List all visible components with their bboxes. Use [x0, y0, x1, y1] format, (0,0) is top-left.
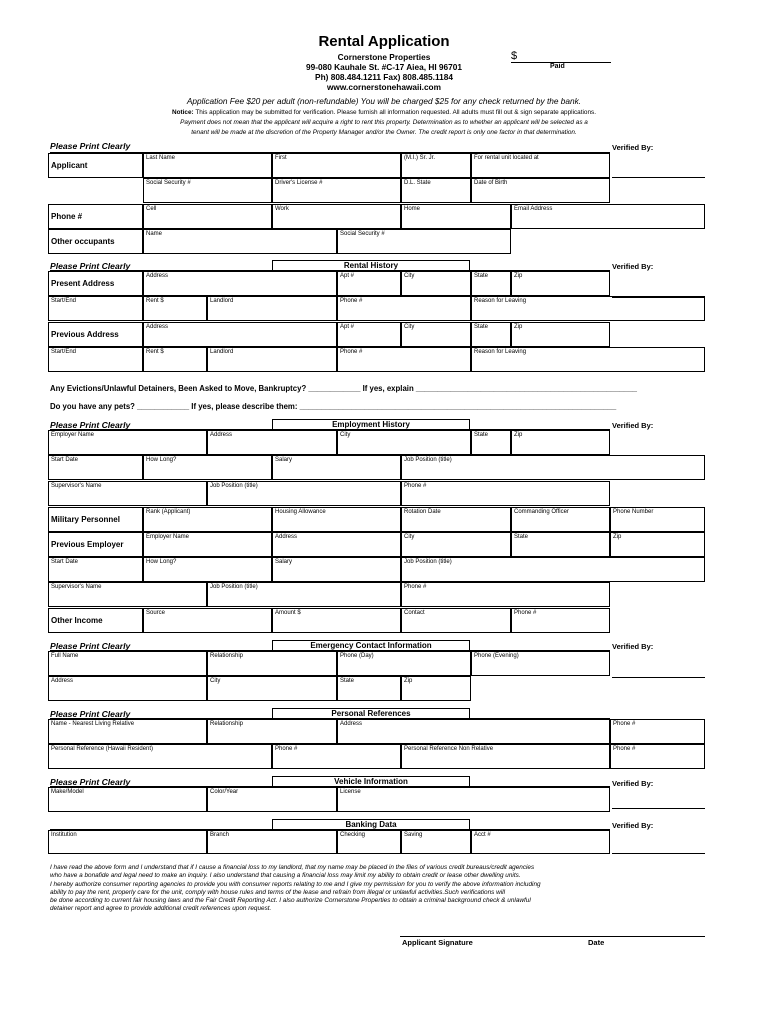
salary-field[interactable]: Salary [272, 455, 401, 480]
bank-branch-field[interactable]: Branch [207, 830, 337, 854]
paid-dollar: $ [511, 50, 518, 62]
present-apt-field[interactable]: Apt # [337, 271, 401, 296]
bank-institution-field[interactable]: Institution [48, 830, 207, 854]
present-address-field[interactable]: Address [143, 271, 337, 296]
start-date-field[interactable]: Start Date [48, 455, 143, 480]
vehicle-license-field[interactable]: License [337, 787, 610, 812]
company-website: www.cornerstonehawaii.com [326, 82, 442, 92]
print-clearly-label: Please Print Clearly [50, 709, 131, 719]
income-contact-field[interactable]: Contact [401, 608, 511, 633]
employer-name-field[interactable]: Employer Name [48, 430, 207, 455]
relative-phone-field[interactable]: Phone # [610, 719, 705, 744]
emergency-name-field[interactable]: Full Name [48, 651, 207, 676]
occupant-ssn-field[interactable]: Social Security # [337, 229, 511, 254]
present-landlord-field[interactable]: Landlord [207, 296, 337, 321]
present-address-label: Present Address [48, 271, 143, 296]
verified-by-label: Verified By: [612, 642, 654, 651]
prev-employer-state-field[interactable]: State [511, 532, 610, 557]
prev-job-position-field[interactable]: Job Position (title) [401, 557, 705, 582]
present-city-field[interactable]: City [401, 271, 471, 296]
verified-by-label: Verified By: [612, 821, 654, 830]
present-rent-field[interactable]: Rent $ [143, 296, 207, 321]
previous-address-field[interactable]: Address [143, 322, 337, 347]
present-zip-field[interactable]: Zip [511, 271, 610, 296]
dob-field[interactable]: Date of Birth [471, 178, 610, 203]
print-clearly-label: Please Print Clearly [50, 141, 131, 151]
first-name-field[interactable]: First [272, 153, 401, 178]
print-clearly-label: Please Print Clearly [50, 641, 131, 651]
income-amount-field[interactable]: Amount $ [272, 608, 401, 633]
previous-address-label: Previous Address [48, 322, 143, 347]
vehicle-make-model-field[interactable]: Make/Model [48, 787, 207, 812]
other-income-label: Other Income [48, 608, 143, 633]
notice-line-1: Notice: This application may be submitted for verification. Please furnish all information requested. All adults must fill out & sign separate applications. [171, 109, 597, 116]
present-start-end-field[interactable]: Start/End [48, 296, 143, 321]
prev-employer-name-field[interactable]: Employer Name [143, 532, 272, 557]
verified-by-field[interactable] [612, 677, 705, 678]
mi-field[interactable]: (M.I.) Sr. Jr. [401, 153, 471, 178]
rental-unit-field[interactable]: For rental unit located at [471, 153, 610, 178]
employer-zip-field[interactable]: Zip [511, 430, 610, 455]
prev-supervisor-title-field[interactable]: Job Position (title) [207, 582, 401, 607]
ssn-field[interactable]: Social Security # [143, 178, 272, 203]
print-clearly-label: Please Print Clearly [50, 261, 131, 271]
prev-how-long-field[interactable]: How Long? [143, 557, 272, 582]
rotation-date-field[interactable]: Rotation Date [401, 507, 511, 532]
income-phone-field[interactable]: Phone # [511, 608, 610, 633]
prev-employer-zip-field[interactable]: Zip [610, 532, 705, 557]
emergency-city-field[interactable]: City [207, 676, 337, 701]
housing-allowance-field[interactable]: Housing Allowance [272, 507, 401, 532]
company-phone: Ph) 808.484.1211 Fax) 808.485.1184 [315, 72, 453, 82]
job-position-field[interactable]: Job Position (title) [401, 455, 705, 480]
previous-zip-field[interactable]: Zip [511, 322, 610, 347]
notice-line-3: tenant will be made at the discretion of the Property Manager and/or the Owner. The credit report is only one factor in that determination. [191, 129, 577, 136]
emergency-address-field[interactable]: Address [48, 676, 207, 701]
prev-employer-address-field[interactable]: Address [272, 532, 401, 557]
verified-by-label: Verified By: [612, 143, 654, 152]
phone-label: Phone # [48, 204, 143, 229]
legal-disclaimer: I have read the above form and I understand that if I cause a financial loss to my landlord, that my name may be placed in the files of various credit bureaus/credit agencies who have a bonafide and legal need to make an inquiry. I also understand that causing a financial loss may limit my ability to obtain credit or lease other dwelling units. I hereby authorize consumer reporting agencies to provide you with consumer reports relating to me and I give my permission for you to verify the above information including ability to pay the rent, properly care for the unit, comply with house rules and terms of the lease and refrain from illegal or unlawful activities.Such verifications will be done according to current fair housing laws and the Fair Credit Reporting Act. I also authorize Cornerstone Properties to obtain a criminal background check & unlawful detainer report and agree to provide additional credit references upon request. [50, 864, 541, 913]
prev-start-date-field[interactable]: Start Date [48, 557, 143, 582]
company-address: 99-080 Kauhale St. #C-17 Aiea, HI 96701 [305, 62, 463, 72]
personal-references-title: Personal References [272, 708, 470, 718]
present-landlord-phone-field[interactable]: Phone # [337, 296, 471, 321]
bank-checking-field[interactable]: Checking [337, 830, 401, 854]
present-state-field[interactable]: State [471, 271, 511, 296]
supervisor-phone-field[interactable]: Phone # [401, 481, 610, 506]
previous-apt-field[interactable]: Apt # [337, 322, 401, 347]
paid-label: Paid [550, 63, 565, 70]
rank-field[interactable]: Rank (Applicant) [143, 507, 272, 532]
employer-address-field[interactable]: Address [207, 430, 337, 455]
verified-by-label: Verified By: [612, 421, 654, 430]
non-relative-reference-field[interactable]: Personal Reference Non Relative [401, 744, 610, 769]
emergency-phone-day-field[interactable]: Phone (Day) [337, 651, 471, 676]
income-source-field[interactable]: Source [143, 608, 272, 633]
verified-by-field[interactable] [612, 853, 705, 854]
emergency-relationship-field[interactable]: Relationship [207, 651, 337, 676]
notice-line-2: Payment does not mean that the applicant will acquire a right to rent this property. Determination as to whether an applicant will be selected as a [180, 119, 588, 126]
verified-by-field[interactable] [612, 808, 705, 809]
emergency-phone-evening-field[interactable]: Phone (Evening) [471, 651, 610, 676]
fee-notice: Application Fee $20 per adult (non-refundable) You will be charged $25 for any check returned by the bank. [186, 96, 582, 106]
applicant-label: Applicant [48, 153, 143, 178]
relative-name-field[interactable]: Name - Nearest Living Relative [48, 719, 207, 744]
signature-field[interactable] [400, 936, 705, 937]
commanding-officer-field[interactable]: Commanding Officer [511, 507, 610, 532]
previous-reason-field[interactable]: Reason for Leaving [471, 347, 705, 372]
previous-city-field[interactable]: City [401, 322, 471, 347]
prev-employer-city-field[interactable]: City [401, 532, 511, 557]
emergency-contact-title: Emergency Contact Information [272, 640, 470, 650]
work-phone-field[interactable]: Work [272, 204, 401, 229]
verified-by-label: Verified By: [612, 262, 654, 271]
bank-saving-field[interactable]: Saving [401, 830, 471, 854]
prev-supervisor-phone-field[interactable]: Phone # [401, 582, 610, 607]
prev-salary-field[interactable]: Salary [272, 557, 401, 582]
verified-by-field[interactable] [612, 177, 705, 178]
vehicle-color-year-field[interactable]: Color/Year [207, 787, 337, 812]
employment-history-title: Employment History [272, 419, 470, 429]
company-name: Cornerstone Properties [337, 52, 431, 62]
relative-relationship-field[interactable]: Relationship [207, 719, 337, 744]
home-phone-field[interactable]: Home [401, 204, 511, 229]
cell-phone-field[interactable]: Cell [143, 204, 272, 229]
drivers-license-field[interactable]: Driver's License # [272, 178, 401, 203]
previous-employer-label: Previous Employer [48, 532, 143, 557]
previous-landlord-phone-field[interactable]: Phone # [337, 347, 471, 372]
military-label: Military Personnel [48, 507, 143, 532]
hawaii-reference-field[interactable]: Personal Reference (Hawaii Resident) [48, 744, 272, 769]
relative-address-field[interactable]: Address [337, 719, 610, 744]
previous-rent-field[interactable]: Rent $ [143, 347, 207, 372]
last-name-field[interactable]: Last Name [143, 153, 272, 178]
pets-question[interactable]: Do you have any pets? ____________ If yes, please describe them: _________________________________________________________________________ [50, 402, 617, 411]
print-clearly-label: Please Print Clearly [50, 420, 131, 430]
occupant-name-field[interactable]: Name [143, 229, 337, 254]
page-title: Rental Application [318, 33, 450, 50]
evictions-question[interactable]: Any Evictions/Unlawful Detainers, Been Asked to Move, Bankruptcy? ____________ If yes, explain ___________________________________________________ [50, 384, 638, 393]
employer-city-field[interactable]: City [337, 430, 471, 455]
date-label: Date [588, 938, 605, 947]
present-reason-field[interactable]: Reason for Leaving [471, 296, 705, 321]
non-relative-phone-field[interactable]: Phone # [610, 744, 705, 769]
vehicle-information-title: Vehicle Information [272, 776, 470, 786]
supervisor-field[interactable]: Supervisor's Name [48, 481, 207, 506]
signature-label: Applicant Signature [402, 938, 473, 947]
previous-state-field[interactable]: State [471, 322, 511, 347]
previous-start-end-field[interactable]: Start/End [48, 347, 143, 372]
rental-history-title: Rental History [272, 260, 470, 270]
occupants-label: Other occupants [48, 229, 143, 254]
co-phone-field[interactable]: Phone Number [610, 507, 705, 532]
banking-data-title: Banking Data [272, 819, 470, 829]
employer-state-field[interactable]: State [471, 430, 511, 455]
prev-supervisor-field[interactable]: Supervisor's Name [48, 582, 207, 607]
print-clearly-label: Please Print Clearly [50, 777, 131, 787]
emergency-state-field[interactable]: State [337, 676, 401, 701]
bank-account-field[interactable]: Acct # [471, 830, 610, 854]
email-field[interactable]: Email Address [511, 204, 705, 229]
verified-by-label: Verified By: [612, 779, 654, 788]
how-long-field[interactable]: How Long? [143, 455, 272, 480]
previous-landlord-field[interactable]: Landlord [207, 347, 337, 372]
dl-state-field[interactable]: D.L. State [401, 178, 471, 203]
emergency-zip-field[interactable]: Zip [401, 676, 471, 701]
supervisor-title-field[interactable]: Job Position (title) [207, 481, 401, 506]
hawaii-reference-phone-field[interactable]: Phone # [272, 744, 401, 769]
